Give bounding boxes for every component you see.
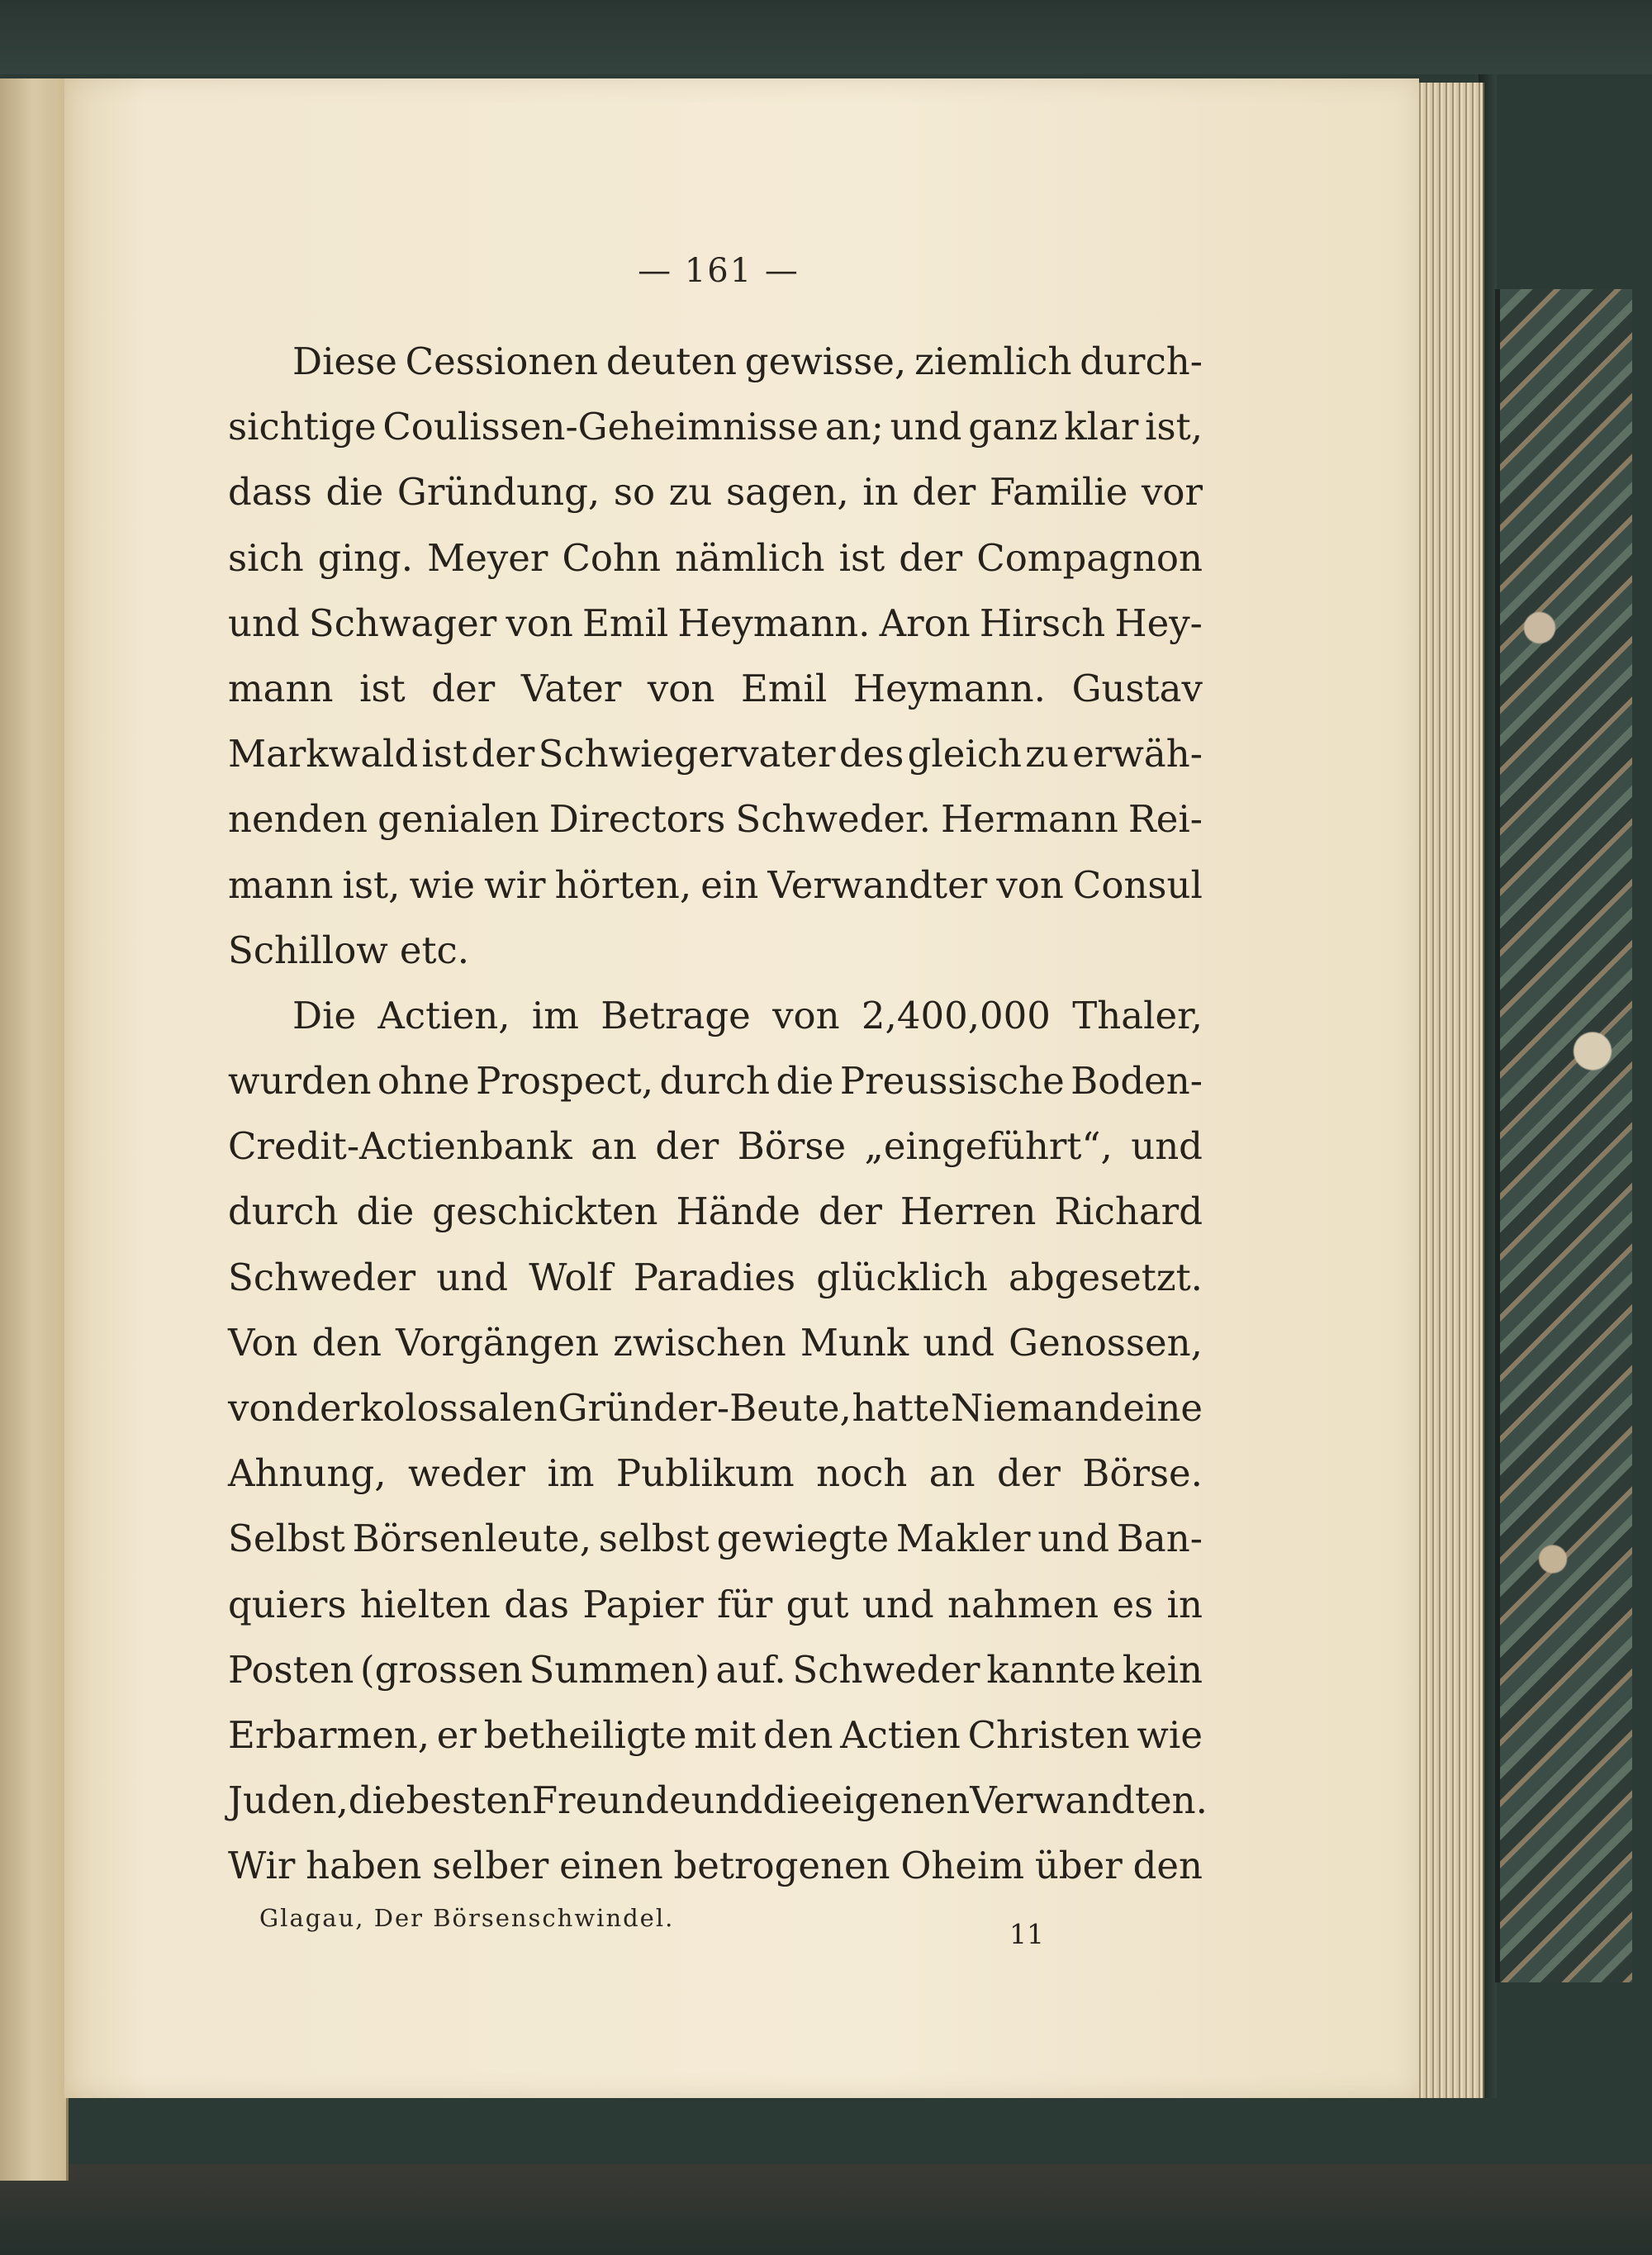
text-line: sich ging. Meyer Cohn nämlich ist der Compagnon [228,535,1203,580]
text-line: Schweder und Wolf Paradies glücklich abgesetzt. [228,1255,1203,1299]
text-line: mann ist, wie wir hörten, ein Verwandter von Consul [228,862,1203,907]
text-line: Credit-Actienbank an der Börse „eingeführt“, und [228,1124,1203,1169]
text-line: nenden genialen Directors Schweder. Hermann Rei- [228,797,1203,842]
body-text [228,329,1208,1899]
text-line: quiers hielten das Papier für gut und nahmen es in [228,1582,1203,1626]
text-line: und Schwager von Emil Heymann. Aron Hirsch Hey- [228,601,1203,645]
marbled-cover [1495,289,1632,1982]
signature-number: 11 [1009,1918,1044,1950]
text-line: Die Actien, im Betrage von 2,400,000 Thaler, [292,993,1203,1037]
text-line: Von den Vorgängen zwischen Munk und Genossen, [228,1320,1203,1365]
text-line: Schillow etc. [228,928,470,972]
text-line: durch die geschickten Hände der Herren Richard [228,1189,1203,1234]
text-line: Diese Cessionen deuten gewisse, ziemlich durch- [292,339,1203,383]
text-line: mann ist der Vater von Emil Heymann. Gustav [228,666,1203,710]
text-line: Ahnung, weder im Publikum noch an der Börse. [228,1451,1203,1496]
backdrop-bottom [0,2164,1652,2255]
text-line: dass die Gründung, so zu sagen, in der Familie vor [228,470,1203,515]
text-line: sichtige Coulissen-Geheimnisse an; und ganz klar ist, [228,405,1203,449]
text-line: Markwald ist der Schwiegervater des gleich zu erwäh- [228,732,1203,776]
text-line: Erbarmen, er betheiligte mit den Actien Christen wie [228,1712,1203,1757]
text-line: Posten (grossen Summen) auf. Schweder kannte kein [228,1647,1203,1692]
signature-mark: Glagau, Der Börsenschwindel. [259,1904,675,1932]
text-line: wurden ohne Prospect, durch die Preussische Boden- [228,1059,1203,1104]
page-block-edges [1417,83,1484,2098]
backdrop-top [0,0,1652,74]
text-line: Selbst Börsenleute, selbst gewiegte Makler und Ban- [228,1517,1203,1561]
page-number: — 161 — [638,252,800,290]
text-line: Wir haben selber einen betrogenen Oheim über den [228,1844,1203,1888]
text-line: von der kolossalen Gründer-Beute, hatte Niemand eine [228,1386,1203,1430]
text-line: Juden, die besten Freunde und die eigenen Verwandten. [228,1778,1208,1823]
facing-page-edge [0,78,69,2181]
